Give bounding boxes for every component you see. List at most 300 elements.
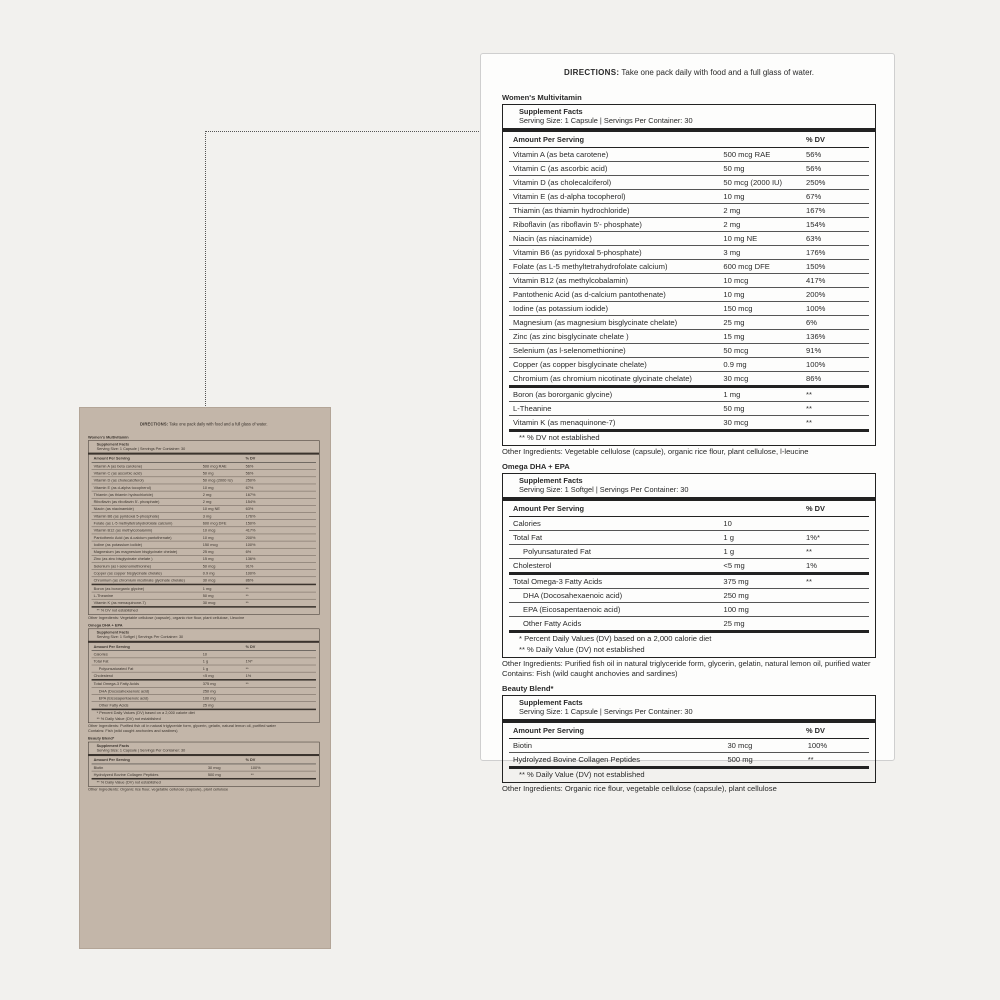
nutrient-dv: 167%	[245, 492, 256, 497]
col-dv-label: % DV	[245, 757, 256, 763]
nutrient-amount: 150 mcg	[202, 542, 218, 547]
nutrient-amount: 50 mcg	[202, 563, 216, 569]
omega-facts-box	[502, 473, 876, 658]
nutrient-dv: 6%	[245, 549, 252, 555]
nutrient-name: Vitamin D (as cholecalciferol)	[513, 178, 612, 187]
omega-title: Omega DHA + EPA	[502, 462, 570, 471]
nutrient-row	[92, 695, 316, 702]
nutrient-name: Hydrolyzed Bovine Collagen Peptides	[93, 772, 159, 777]
nutrient-name: Pantothenic Acid (as d-calcium pantothenate)	[93, 535, 172, 540]
nutrient-name: Polyunsaturated Fat	[98, 666, 134, 671]
nutrient-amount: 600 mcg DFE	[202, 520, 227, 526]
nutrient-dv: 100%	[245, 570, 256, 576]
nutrient-dv: **	[245, 593, 249, 598]
nutrient-name: Selenium (as l-selenomethionine)	[93, 563, 152, 569]
beauty-title: Beauty Blend*	[88, 736, 115, 741]
nutrient-dv: 63%	[806, 234, 822, 243]
multivitamin-title: Women's Multivitamin	[88, 434, 129, 440]
nutrient-amount: 2 mg	[202, 499, 212, 505]
nutrient-row	[509, 545, 869, 559]
nutrient-row	[509, 260, 869, 274]
col-dv-label: % DV	[245, 644, 256, 649]
nutrient-amount: 10 mg	[202, 485, 214, 490]
nutrient-row	[509, 176, 869, 190]
nutrient-dv: **	[245, 586, 249, 591]
multivitamin-other-ingredients: Other Ingredients: Vegetable cellulose (capsule), organic rice flour, plant cellulose, l-leucine	[88, 615, 245, 620]
nutrient-name: Vitamin K (as menaquinone-7)	[93, 600, 146, 606]
nutrient-amount: 25 mg	[202, 703, 214, 708]
nutrient-amount: 10	[723, 519, 732, 528]
nutrient-dv: 200%	[245, 535, 256, 540]
nutrient-name: Thiamin (as thiamin hydrochloride)	[513, 206, 630, 215]
directions-body: Take one pack daily with food and a full glass of water.	[621, 68, 814, 77]
nutrient-amount: 10 mg	[202, 535, 214, 540]
nutrient-amount: 100 mg	[202, 695, 216, 701]
nutrient-amount: 2 mg	[723, 206, 741, 215]
nutrient-row	[509, 753, 869, 766]
nutrient-amount: 1 mg	[723, 390, 741, 399]
nutrient-amount: 30 mcg	[202, 600, 216, 606]
nutrient-row	[509, 316, 869, 330]
nutrient-row	[509, 344, 869, 358]
nutrient-dv	[806, 605, 865, 614]
dv-note-1: * Percent Daily Values (DV) based on a 2,000 calorie diet	[96, 710, 195, 716]
nutrient-row	[509, 739, 869, 753]
leader-line-horizontal	[205, 131, 483, 132]
nutrient-amount: 500 mg	[727, 755, 753, 764]
nutrient-name: Other Fatty Acids	[98, 703, 129, 708]
facts-title: Supplement Facts	[96, 630, 130, 635]
nutrient-name: Copper (as copper bisglycinate chelate)	[513, 360, 647, 369]
nutrient-dv: 154%	[245, 499, 256, 505]
nutrient-dv: **	[245, 681, 249, 687]
dv-note-1: * Percent Daily Values (DV) based on a 2,000 calorie diet	[519, 634, 712, 643]
nutrient-amount: 50 mcg (2000 IU)	[202, 478, 233, 483]
nutrient-amount: 50 mg	[202, 470, 214, 476]
nutrient-amount: 500 mcg RAE	[723, 150, 771, 159]
nutrient-name: Vitamin E (as d-alpha tocopherol)	[513, 192, 626, 201]
nutrient-dv: 200%	[806, 290, 826, 299]
nutrient-row	[92, 764, 316, 771]
nutrient-name: Total Fat	[513, 533, 543, 542]
nutrient-amount: 100 mg	[723, 605, 749, 614]
nutrient-dv: 1%*	[245, 659, 253, 664]
directions-label: DIRECTIONS:	[140, 422, 169, 427]
nutrient-name: L-Theanine	[513, 404, 552, 413]
nutrient-amount: 1 mg	[202, 586, 212, 591]
col-amount-label: Amount Per Serving	[93, 456, 130, 461]
nutrient-dv: 56%	[806, 150, 822, 159]
nutrient-dv: 56%	[806, 164, 822, 173]
nutrient-row	[92, 491, 316, 498]
nutrient-dv: 250%	[806, 178, 826, 187]
nutrient-name: Vitamin A (as beta carotene)	[513, 150, 609, 159]
serving-info: Serving Size: 1 Softgel | Servings Per Container: 30	[96, 634, 184, 640]
nutrient-row	[509, 358, 869, 372]
col-amount-label: Amount Per Serving	[93, 644, 130, 649]
nutrient-amount: 10 mg NE	[723, 234, 758, 243]
beauty-other-ingredients: Other Ingredients: Organic rice flour, vegetable cellulose (capsule), plant cellulose	[88, 787, 229, 792]
nutrient-list	[509, 517, 869, 572]
nutrient-name: Hydrolyzed Bovine Collagen Peptides	[513, 755, 641, 764]
nutrient-dv: 136%	[245, 556, 256, 562]
nutrient-name: EPA (Eicosapentaenoic acid)	[98, 695, 149, 701]
nutrient-amount: 25 mg	[202, 549, 214, 555]
nutrient-amount: 250 mg	[723, 591, 749, 600]
nutrient-amount: 10 mg	[723, 192, 745, 201]
nutrient-name: Iodine (as potassium iodide)	[513, 304, 608, 313]
nutrient-name: Boron (as bororganic glycine)	[513, 390, 613, 399]
serving-info: Serving Size: 1 Capsule | Servings Per Container: 30	[519, 116, 693, 125]
nutrient-name: Riboflavin (as riboflavin 5'- phosphate)	[93, 499, 160, 505]
omega-other-ingredients: Other Ingredients: Purified fish oil in natural triglyceride form, glycerin, gelatin, natural lemon oil, purified water	[88, 723, 276, 728]
nutrient-amount: 150 mcg	[723, 304, 753, 313]
packet-thumbnail[interactable]	[80, 408, 330, 948]
nutrient-name: Vitamin D (as cholecalciferol)	[93, 478, 144, 483]
nutrient-name: Thiamin (as thiamin hydrochloride)	[93, 492, 154, 497]
nutrient-amount: 25 mg	[723, 619, 745, 628]
nutrient-amount: 30 mcg	[202, 578, 216, 583]
nutrient-name: Pantothenic Acid (as d-calcium pantothenate)	[513, 290, 666, 299]
nutrient-row	[509, 617, 869, 630]
nutrient-dv: 100%	[806, 304, 826, 313]
label-content	[502, 68, 876, 799]
nutrient-name: Niacin (as niacinamide)	[513, 234, 592, 243]
facts-title: Supplement Facts	[96, 743, 130, 748]
nutrient-name: Folate (as L-5 methyltetrahydrofolate calcium)	[513, 262, 668, 271]
nutrient-name: Vitamin B12 (as methylcobalamin)	[513, 276, 629, 285]
nutrient-row	[92, 665, 316, 672]
nutrient-name: Magnesium (as magnesium bisglycinate chelate)	[513, 318, 678, 327]
nutrient-row	[509, 330, 869, 344]
fatty-acid-list	[92, 681, 316, 709]
nutrient-dv: 6%	[806, 318, 817, 327]
serving-info: Serving Size: 1 Capsule | Servings Per Container: 30	[96, 446, 186, 452]
nutrient-dv: 56%	[245, 463, 254, 469]
column-header	[92, 455, 316, 463]
nutrient-row	[92, 563, 316, 570]
nutrient-row	[92, 599, 316, 606]
col-amount-label: Amount Per Serving	[513, 726, 585, 735]
nutrient-name: Niacin (as niacinamide)	[93, 506, 134, 512]
col-amount-label: Amount Per Serving	[93, 757, 130, 763]
nutrient-name: Chromium (as chromium nicotinate glycinate chelate)	[93, 578, 185, 583]
extra-nutrient-list	[509, 388, 869, 429]
nutrient-amount: 1 g	[723, 547, 735, 556]
nutrient-row	[92, 541, 316, 548]
omega-facts-box	[88, 629, 320, 723]
nutrient-row	[509, 246, 869, 260]
nutrient-amount: <5 mg	[202, 673, 214, 679]
nutrient-amount: 50 mg	[723, 164, 745, 173]
nutrient-row	[509, 148, 869, 162]
nutrient-name: Vitamin B6 (as pyridoxal 5-phosphate)	[93, 513, 160, 519]
nutrient-row	[92, 534, 316, 541]
nutrient-row	[92, 484, 316, 491]
nutrient-dv: **	[806, 547, 812, 556]
nutrient-dv: **	[245, 666, 249, 671]
nutrient-name: Total Omega-3 Fatty Acids	[513, 577, 603, 586]
nutrient-name: Polyunsaturated Fat	[523, 547, 591, 556]
multivitamin-title: Women's Multivitamin	[502, 93, 582, 102]
nutrient-name: Vitamin C (as ascorbic acid)	[513, 164, 608, 173]
nutrient-dv	[806, 619, 865, 628]
facts-title: Supplement Facts	[519, 107, 583, 116]
nutrient-row	[92, 548, 316, 555]
nutrient-row	[92, 592, 316, 599]
beauty-facts-box	[88, 742, 320, 787]
nutrient-amount: 500 mg	[207, 772, 221, 777]
dv-note: ** % Daily Value (DV) not established	[519, 770, 645, 779]
dv-note: ** % Daily Value (DV) not established	[96, 780, 161, 785]
nutrient-dv: **	[806, 418, 812, 427]
nutrient-name: Biotin	[93, 765, 104, 770]
nutrient-row	[92, 658, 316, 665]
nutrient-name: Zinc (as zinc bisglycinate chelate )	[513, 332, 629, 341]
omega-other-ingredients: Other Ingredients: Purified fish oil in natural triglyceride form, glycerin, gelatin, natural lemon oil, purified water	[502, 659, 871, 668]
nutrient-row	[509, 302, 869, 316]
nutrient-name: DHA (Docosahexaenoic acid)	[523, 591, 623, 600]
nutrient-dv: **	[245, 600, 249, 606]
beauty-facts-box	[502, 695, 876, 783]
nutrient-dv	[246, 703, 277, 708]
nutrient-amount: 2 mg	[723, 220, 741, 229]
nutrient-amount: 10 mg	[723, 290, 745, 299]
nutrient-dv: 63%	[245, 506, 254, 512]
serving-info: Serving Size: 1 Softgel | Servings Per Container: 30	[519, 485, 689, 494]
nutrient-dv: 100%	[250, 765, 261, 770]
nutrient-dv: 150%	[245, 520, 256, 526]
beauty-other-ingredients: Other Ingredients: Organic rice flour, vegetable cellulose (capsule), plant cellulose	[502, 784, 777, 793]
nutrient-amount: 3 mg	[723, 248, 741, 257]
nutrient-dv: 100%	[806, 360, 826, 369]
nutrient-dv: 86%	[806, 374, 822, 383]
beauty-title: Beauty Blend*	[502, 684, 554, 693]
nutrient-amount: 15 mg	[202, 556, 214, 562]
nutrient-dv: 176%	[245, 513, 256, 519]
dv-note-2: ** % Daily Value (DV) not established	[96, 716, 161, 721]
nutrient-list	[509, 739, 869, 766]
nutrient-name: Selenium (as l-selenomethionine)	[513, 346, 626, 355]
nutrient-name: Iodine (as potassium iodide)	[93, 542, 143, 547]
leader-line-vertical	[205, 131, 206, 408]
nutrient-name: Zinc (as zinc bisglycinate chelate )	[93, 556, 153, 562]
nutrient-name: Biotin	[513, 741, 532, 750]
nutrient-list	[509, 148, 869, 385]
nutrient-amount: 10 mcg	[202, 528, 216, 533]
nutrient-name: Copper (as copper bisglycinate chelate)	[93, 570, 162, 576]
col-amount-label: Amount Per Serving	[513, 135, 585, 144]
nutrient-dv: 86%	[245, 578, 254, 583]
nutrient-amount: 1 g	[202, 666, 209, 671]
column-header	[509, 723, 869, 739]
facts-title: Supplement Facts	[519, 698, 583, 707]
nutrient-row	[92, 570, 316, 577]
nutrient-amount: 10	[202, 652, 208, 657]
nutrient-dv: 250%	[245, 478, 256, 483]
nutrient-amount: 250 mg	[202, 688, 216, 694]
nutrient-row	[92, 506, 316, 513]
nutrient-row	[509, 517, 869, 531]
nutrient-dv	[246, 696, 277, 701]
extra-nutrient-list	[92, 585, 316, 606]
nutrient-dv: 100%	[807, 741, 828, 750]
nutrient-dv: 176%	[806, 248, 826, 257]
directions-text	[502, 68, 876, 77]
nutrient-dv: 1%	[806, 561, 817, 570]
col-dv-label: % DV	[806, 504, 825, 513]
nutrient-row	[92, 651, 316, 658]
nutrient-amount: 10 mg NE	[202, 506, 220, 512]
label-content	[88, 422, 320, 792]
nutrient-dv: 91%	[806, 346, 822, 355]
nutrient-row	[92, 499, 316, 506]
facts-title: Supplement Facts	[519, 476, 583, 485]
nutrient-row	[509, 603, 869, 617]
multivitamin-facts-box	[88, 440, 320, 614]
nutrient-name: Vitamin E (as d-alpha tocopherol)	[93, 485, 152, 490]
col-dv-label: % DV	[806, 135, 825, 144]
nutrient-amount: 50 mg	[723, 404, 745, 413]
nutrient-row	[509, 274, 869, 288]
nutrient-name: Cholesterol	[513, 561, 552, 570]
nutrient-row	[509, 589, 869, 603]
directions-text	[88, 422, 320, 427]
nutrient-dv: **	[807, 755, 814, 764]
nutrient-dv: 417%	[245, 528, 256, 533]
nutrient-row	[509, 372, 869, 385]
nutrient-amount: 0.9 mg	[202, 570, 215, 576]
nutrient-amount: 15 mg	[723, 332, 745, 341]
nutrient-row	[92, 585, 316, 592]
nutrient-list	[92, 463, 316, 584]
nutrient-dv: 1%*	[806, 533, 820, 542]
nutrient-row	[92, 463, 316, 470]
nutrient-name: Calories	[93, 652, 108, 657]
nutrient-amount: 50 mg	[202, 593, 214, 598]
nutrient-amount: 3 mg	[202, 513, 212, 519]
nutrient-dv: 150%	[806, 262, 826, 271]
nutrient-name: Vitamin B6 (as pyridoxal 5-phosphate)	[513, 248, 642, 257]
nutrient-name: Folate (as L-5 methyltetrahydrofolate calcium)	[93, 520, 173, 526]
nutrient-row	[92, 556, 316, 563]
nutrient-row	[509, 388, 869, 402]
nutrient-amount: 1 g	[723, 533, 734, 542]
omega-contains: Contains: Fish (wild caught anchovies and sardines)	[88, 728, 178, 734]
col-amount-label: Amount Per Serving	[513, 504, 585, 513]
serving-info: Serving Size: 1 Capsule | Servings Per Container: 30	[519, 707, 693, 716]
nutrient-amount: 2 mg	[202, 492, 212, 497]
col-dv-label: % DV	[245, 456, 256, 461]
nutrient-row	[92, 513, 316, 520]
nutrient-name: Total Omega-3 Fatty Acids	[93, 681, 140, 687]
nutrient-row	[509, 288, 869, 302]
nutrient-dv	[246, 652, 277, 657]
nutrient-amount: 30 mcg	[727, 741, 753, 750]
omega-contains: Contains: Fish (wild caught anchovies and sardines)	[502, 669, 678, 678]
nutrient-row	[92, 520, 316, 527]
nutrient-name: Vitamin C (as ascorbic acid)	[93, 470, 142, 476]
nutrient-dv: **	[806, 577, 812, 586]
nutrient-row	[509, 559, 869, 572]
nutrient-row	[509, 531, 869, 545]
nutrient-dv: **	[806, 390, 812, 399]
nutrient-dv	[246, 689, 277, 694]
nutrient-dv: 417%	[806, 276, 826, 285]
nutrient-amount: 375 mg	[202, 681, 216, 687]
nutrient-row	[92, 688, 316, 695]
nutrient-amount: 25 mg	[723, 318, 745, 327]
nutrient-row	[509, 232, 869, 246]
fatty-acid-list	[509, 575, 869, 630]
nutrient-amount: 10 mcg	[723, 276, 749, 285]
nutrient-amount: 30 mcg	[723, 418, 749, 427]
nutrient-dv: 56%	[245, 470, 254, 476]
nutrient-list	[92, 651, 316, 679]
nutrient-name: Vitamin K (as menaquinone-7)	[513, 418, 616, 427]
nutrient-row	[509, 416, 869, 429]
nutrient-dv: 67%	[245, 485, 254, 490]
facts-title: Supplement Facts	[96, 441, 130, 447]
nutrient-amount: 600 mcg DFE	[723, 262, 770, 271]
nutrient-name: Total Fat	[93, 659, 109, 664]
nutrient-name: Other Fatty Acids	[523, 619, 582, 628]
nutrient-amount: 1 g	[202, 659, 209, 664]
nutrient-name: Vitamin A (as beta carotene)	[93, 463, 143, 469]
nutrient-dv: 100%	[245, 542, 256, 547]
column-header	[92, 643, 316, 651]
column-header	[509, 132, 869, 148]
label-detail-panel	[480, 53, 895, 793]
nutrient-amount: 500 mcg RAE	[202, 463, 227, 469]
nutrient-amount: 30 mcg	[723, 374, 749, 383]
nutrient-row	[509, 218, 869, 232]
nutrient-row	[92, 477, 316, 484]
nutrient-amount: 50 mcg (2000 IU)	[723, 178, 783, 187]
nutrient-row	[509, 402, 869, 416]
nutrient-dv: 136%	[806, 332, 826, 341]
nutrient-amount: <5 mg	[723, 561, 745, 570]
serving-info: Serving Size: 1 Capsule | Servings Per Container: 30	[96, 747, 186, 753]
dv-note: ** % DV not established	[519, 433, 600, 442]
nutrient-name: Boron (as bororganic glycine)	[93, 586, 145, 591]
dv-note: ** % DV not established	[96, 608, 138, 613]
nutrient-list	[92, 764, 316, 778]
nutrient-name: Vitamin B12 (as methylcobalamin)	[93, 528, 153, 533]
nutrient-name: DHA (Docosahexaenoic acid)	[98, 688, 150, 694]
nutrient-dv	[806, 591, 865, 600]
nutrient-name: Magnesium (as magnesium bisglycinate chelate)	[93, 549, 178, 555]
nutrient-dv	[806, 519, 865, 528]
nutrient-amount: 0.9 mg	[723, 360, 747, 369]
nutrient-row	[509, 575, 869, 589]
nutrient-name: EPA (Eicosapentaenoic acid)	[523, 605, 621, 614]
nutrient-dv: 1%	[245, 673, 252, 679]
nutrient-row	[92, 672, 316, 679]
nutrient-row	[509, 204, 869, 218]
nutrient-name: Chromium (as chromium nicotinate glycinate chelate)	[513, 374, 692, 383]
nutrient-amount: 50 mcg	[723, 346, 749, 355]
dv-note-2: ** % Daily Value (DV) not established	[519, 645, 645, 654]
nutrient-dv: 154%	[806, 220, 826, 229]
packet-thumbnail-label	[88, 422, 320, 795]
nutrient-dv: 67%	[806, 192, 822, 201]
multivitamin-other-ingredients: Other Ingredients: Vegetable cellulose (capsule), organic rice flour, plant cellulose, l-leucine	[502, 447, 809, 456]
multivitamin-facts-box	[502, 104, 876, 446]
column-header	[92, 756, 316, 764]
directions-label: DIRECTIONS:	[564, 68, 620, 77]
column-header	[509, 501, 869, 517]
